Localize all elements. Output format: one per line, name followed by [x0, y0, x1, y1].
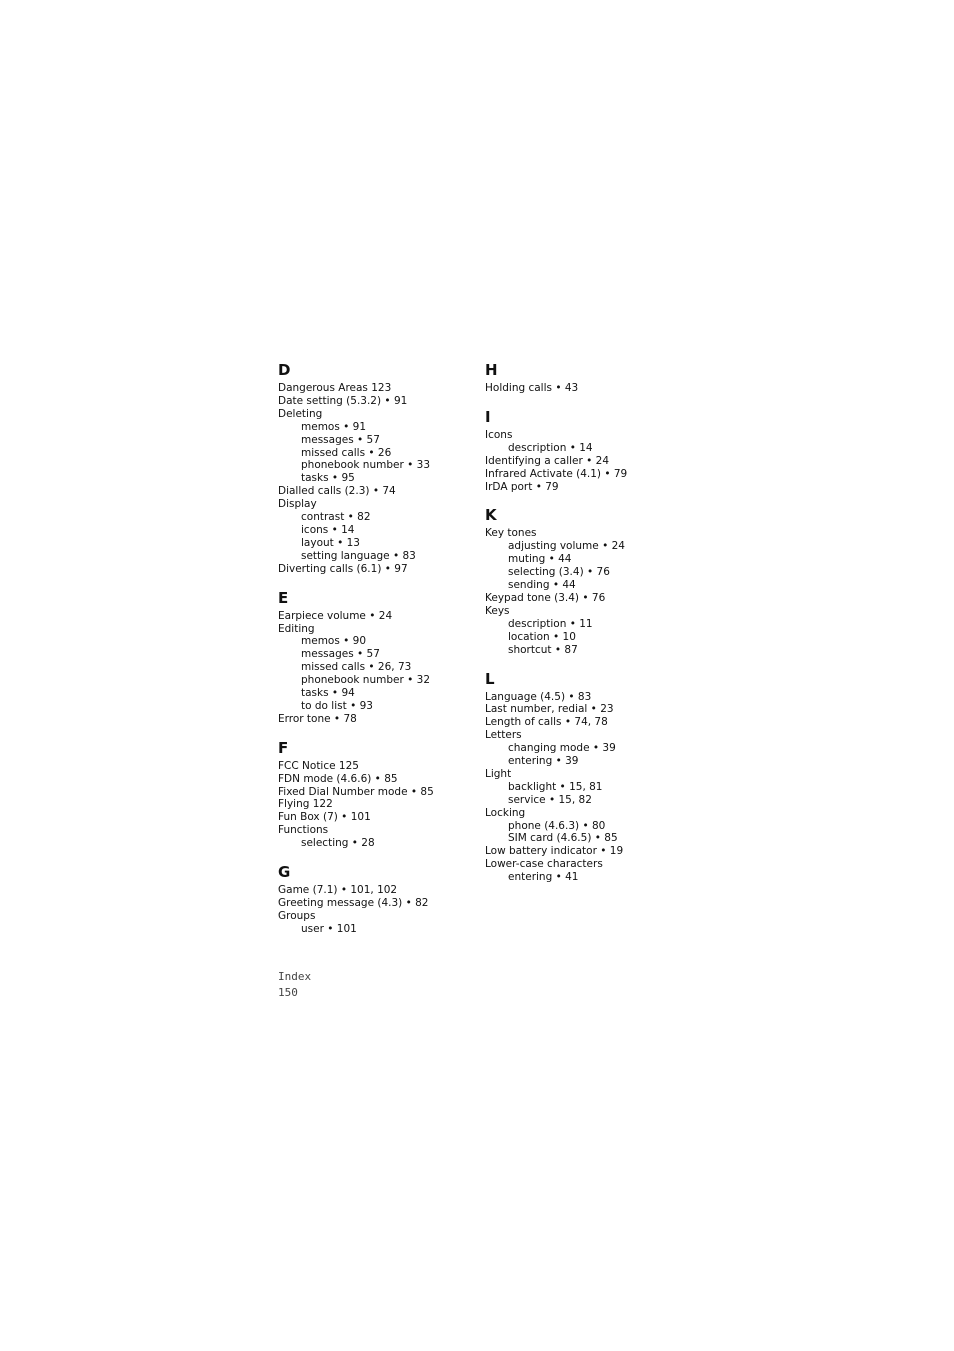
section-letter-heading: E	[278, 588, 289, 607]
index-subentry: SIM card (4.6.5) • 85	[508, 832, 618, 845]
index-column-right	[485, 361, 685, 897]
section-letter-heading: H	[485, 361, 498, 379]
index-entry: Flying 122	[278, 798, 333, 811]
index-entry: Diverting calls (6.1) • 97	[278, 562, 408, 575]
index-entry: Lower-case characters	[485, 858, 603, 871]
index-subentry: user • 101	[301, 922, 357, 935]
index-section-k	[485, 506, 685, 656]
index-section-g	[278, 863, 478, 936]
index-entry: Locking	[485, 806, 526, 819]
section-letter-heading: I	[485, 407, 491, 426]
index-subentry: changing mode • 39	[508, 742, 616, 755]
index-entry: Language (4.5) • 83	[485, 690, 592, 703]
index-subentry: shortcut • 87	[508, 643, 578, 656]
index-entry: Earpiece volume • 24	[278, 609, 393, 622]
index-entry: Fixed Dial Number mode • 85	[278, 785, 434, 798]
index-entry: Error tone • 78	[278, 712, 357, 725]
index-entry: Date setting (5.3.2) • 91	[278, 394, 408, 407]
index-entry: Low battery indicator • 19	[485, 845, 624, 858]
index-entry: Keys	[485, 604, 510, 617]
index-entry: Editing	[278, 622, 315, 635]
index-subentry: memos • 91	[301, 420, 367, 433]
index-entry: Dialled calls (2.3) • 74	[278, 485, 396, 498]
index-section-l	[485, 670, 685, 885]
index-subentry: selecting (3.4) • 76	[508, 566, 610, 579]
index-entry: Icons	[485, 428, 513, 441]
index-entry: Infrared Activate (4.1) • 79	[485, 467, 628, 480]
index-subentry: setting language • 83	[301, 549, 416, 562]
index-section-d	[278, 361, 478, 576]
index-subentry: sending • 44	[508, 579, 576, 592]
index-subentry: location • 10	[508, 630, 576, 643]
page-footer	[278, 969, 311, 1000]
index-subentry: phonebook number • 32	[301, 674, 430, 687]
index-subentry: icons • 14	[301, 523, 355, 536]
index-subentry: entering • 39	[508, 755, 579, 768]
index-entry: Key tones	[485, 527, 537, 540]
index-subentry: missed calls • 26, 73	[301, 661, 412, 674]
index-entry: Fun Box (7) • 101	[278, 811, 371, 824]
index-section-h	[485, 361, 685, 395]
index-entry: Groups	[278, 909, 316, 922]
index-subentry: description • 14	[508, 441, 593, 454]
section-letter-heading: L	[485, 669, 495, 688]
index-subentry: to do list • 93	[301, 699, 373, 712]
index-entry: FCC Notice 125	[278, 759, 359, 772]
index-entry: Functions	[278, 824, 329, 837]
index-entry: Deleting	[278, 407, 323, 420]
section-letter-heading: G	[278, 863, 291, 882]
index-entry: Holding calls • 43	[485, 382, 579, 394]
index-entry: Display	[278, 498, 317, 511]
index-entry: FDN mode (4.6.6) • 85	[278, 772, 398, 785]
index-entry: Keypad tone (3.4) • 76	[485, 591, 606, 604]
index-subentry: layout • 13	[301, 536, 360, 549]
index-entry: Greeting message (4.3) • 82	[278, 897, 429, 909]
index-entry: Letters	[485, 729, 522, 742]
page-number: 150	[278, 985, 298, 999]
index-subentry: entering • 41	[508, 871, 579, 884]
index-entry: Game (7.1) • 101, 102	[278, 884, 398, 897]
index-subentry: tasks • 95	[301, 472, 355, 485]
index-subentry: contrast • 82	[301, 511, 371, 524]
index-subentry: adjusting volume • 24	[508, 540, 625, 553]
index-section-f	[278, 739, 478, 850]
section-letter-heading: F	[278, 738, 289, 757]
index-subentry: messages • 57	[301, 648, 380, 661]
index-subentry: memos • 90	[301, 635, 367, 648]
index-subentry: description • 11	[508, 617, 593, 630]
index-entry: Length of calls • 74, 78	[485, 716, 608, 729]
index-entry: Dangerous Areas 123	[278, 382, 392, 394]
index-section-i	[485, 408, 685, 494]
index-entry: Identifying a caller • 24	[485, 454, 610, 467]
index-section-e	[278, 589, 478, 726]
index-subentry: selecting • 28	[301, 837, 375, 850]
index-column-left	[278, 361, 478, 949]
footer-section-label: Index	[278, 970, 312, 983]
index-subentry: messages • 57	[301, 433, 380, 446]
section-letter-heading: K	[485, 506, 497, 525]
index-entry: IrDA port • 79	[485, 480, 559, 493]
index-entry: Last number, redial • 23	[485, 703, 614, 716]
section-letter-heading: D	[278, 361, 291, 379]
index-subentry: muting • 44	[508, 553, 572, 566]
index-subentry: tasks • 94	[301, 687, 355, 700]
index-subentry: backlight • 15, 81	[508, 780, 603, 793]
index-subentry: missed calls • 26	[301, 446, 392, 459]
index-subentry: phonebook number • 33	[301, 459, 430, 472]
index-subentry: service • 15, 82	[508, 793, 592, 806]
index-subentry: phone (4.6.3) • 80	[508, 819, 606, 832]
index-entry: Light	[485, 767, 512, 780]
